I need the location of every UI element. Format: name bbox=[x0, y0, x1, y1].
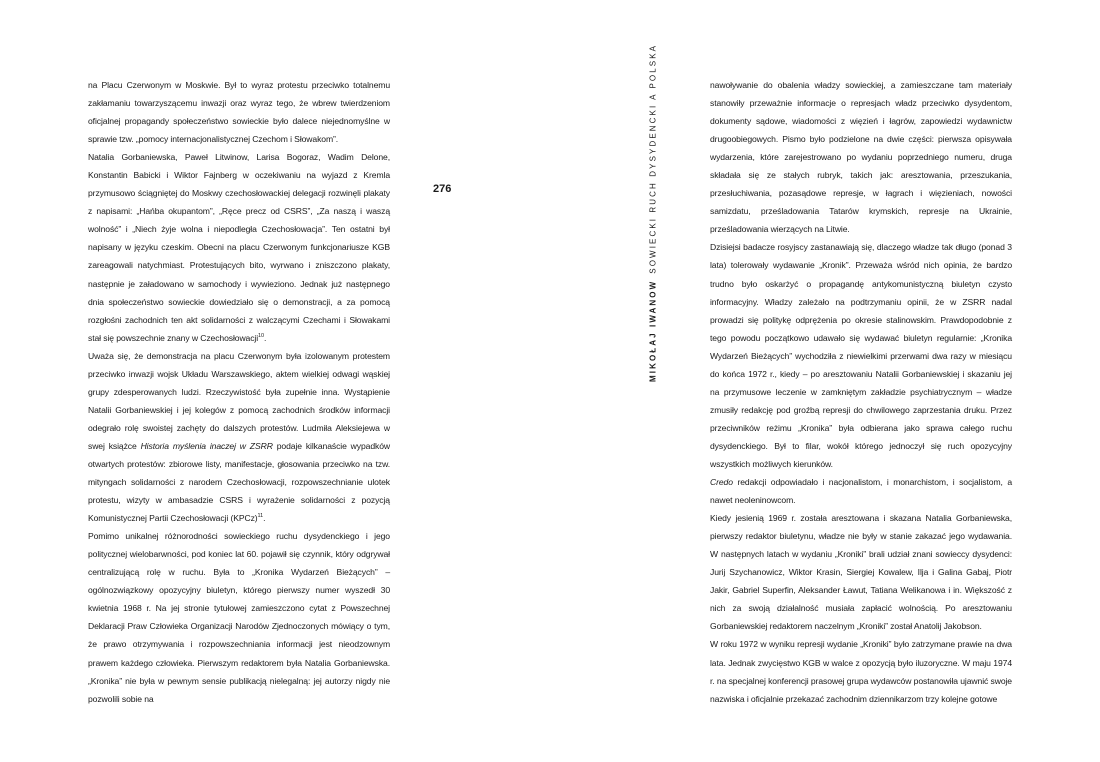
paragraph: na Placu Czerwonym w Moskwie. Był to wyraz protestu przeciwko totalnemu zakłamaniu towarzyszącemu inwazji oraz wyraz tego, że wbrew twierdzeniom oficjalnej propagandy społeczeństwo sowieckie było dalece niejednomyślne w sprawie tzw. „pomocy internacjonalistycznej Czechom i Słowakom”. bbox=[88, 80, 390, 145]
paragraph: Pomimo unikalnej różnorodności sowieckiego ruchu dysydenckiego i jego politycznej wielobarwności, pod koniec lat 60. pojawił się czynnik, który odgrywał centralizującą rolę w ruchu. Była to „Kronika Wydarzeń Bieżących” – ogólnozwiązkowy opozycyjny biuletyn, którego pierwszy numer wyszedł 30 kwietnia 1968 r. Na jej stronie tytułowej zamieszczono cytat z Powszechnej Deklaracji Praw Człowieka Organizacji Narodów Zjednoczonych mówiący o tym, że prawo otrzymywania i rozpowszechniania informacji jest nieodzownym prawem każdego człowieka. Pierwszym redaktorem była Natalia Gorbaniewska. „Kronika” nie była w pewnym sensie publikacją nielegalną: jej autorzy nigdy nie pozwolili sobie na bbox=[88, 531, 390, 704]
running-head bbox=[648, 43, 658, 382]
credo-term: Credo bbox=[710, 477, 733, 488]
book-title: Historia myślenia inaczej w ZSRR bbox=[140, 440, 273, 451]
paragraph: Uważa się, że demonstracja na placu Czerwonym była izolowanym protestem przeciwko inwazji wojsk Układu Warszawskiego, aktem wielkiej odwagi wąskiej grupy zdesperowanych ludzi. Rzeczywistość była zupełnie inna. Wystąpienie Natalii Gorbaniewskiej i jej kolegów z pomocą zachodnich środków informacji odegrało rolę swoistej zachęty do dalszych protestów. Ludmiła Aleksiejewa w swej książce Historia myślenia inaczej w ZSRR podaje kilkanaście wypadków otwartych protestów: zbiorowe listy, manifestacje, głosowania przeciwko na tzw. mityngach solidarności z narodem Czechosłowacji, rozpowszechnianie ulotek protestu, wizyty w ambasadzie CSRS i wyrażenie solidarności z pozycją Komunistycznej Partii Czechosłowacji (KPCz)$^{11}$. bbox=[88, 350, 391, 524]
paragraph: Kiedy jesienią 1969 r. została aresztowana i skazana Natalia Gorbaniewska, pierwszy redaktor biuletynu, władze nie były w stanie zakazać jego wydawania. W następnych latach w wydaniu „Kroniki” brali udział znani sowieccy dysydenci: Jurij Szychanowicz, Wiktor Krasin, Siergiej Kowalew, Ilja i Galina Gabaj, Piotr Jakir, Gabriel Superfin, Aleksander Ławut, Tatiana Welikanowa i in. Większość z nich za swoją działalność musiała zapłacić wolnością. Po aresztowaniu Gorbaniewskiej redaktorem naczelnym „Kroniki” został Anatolij Jakobson. bbox=[710, 513, 1012, 632]
running-head-author: MIKOŁAJ IWANOW bbox=[648, 279, 658, 382]
footnote-ref: 11 bbox=[257, 513, 264, 520]
page-number: 276 bbox=[433, 183, 452, 195]
paragraph: Dzisiejsi badacze rosyjscy zastanawiają się, dlaczego władze tak długo (ponad 3 lata) tolerowały wydawanie „Kronik”. Przeważa wśród nich opinia, że bardzo trudno było oskarżyć o propagandę antykomunistyczną biuletyn czysto informacyjny. Władzy zależało na podtrzymaniu opinii, że w ZSRR nadal prowadzi się politykę odprężenia po okresie stalinowskim. Prawdopodobnie z tego powodu początkowo udawało się wydawać biuletyn regularnie: „Kronika Wydarzeń Bieżących” wychodziła z niewielkimi przerwami dwa razy w miesiącu do końca 1972 r., kiedy – po aresztowaniu Natalii Gorbaniewskiej i skazaniu jej na przymusowe leczenie w zamkniętym zakładzie psychiatrycznym – władze zmusiły redakcję pod groźbą represji do chwilowego zaprzestania druku. Przez przeciwników reżimu „Kronika” była odbierana jako sprawa całego ruchu dysydenckiego. Był to filar, wokół którego jednoczył się ruch opozycyjny wszystkich możliwych kierunków. bbox=[710, 242, 1012, 469]
paragraph: Credo redakcji odpowiadało i nacjonalistom, i monarchistom, i socjalistom, a nawet neoleninowcom. bbox=[710, 477, 1012, 506]
paragraph: Natalia Gorbaniewska, Paweł Litwinow, Larisa Bogoraz, Wadim Delone, Konstantin Babicki i Wiktor Fajnberg w oczekiwaniu na wyjazd z Kremla przymusowo ściągniętej do Moskwy czechosłowackiej delegacji rozwinęli plakaty z napisami: „Hańba okupantom”, „Ręce precz od CSRS”, „Za naszą i waszą wolność” i „Niech żyje wolna i niepodległa Czechosłowacja”. Ten ostatni był napisany w języku czeskim. Obecni na placu Czerwonym funkcjonariusze KGB zareagowali natychmiast. Protestujących bito, wyrwano i zniszczono plakaty, następnie je załadowano w samochody i wywieziono. Jednak już następnego dnia społeczeństwo sowieckie dowiedziało się o demonstracji, a za pomocą rozgłośni zachodnich ten akt solidarności z walczącymi Czechami i Słowakami stał się powszechnie znany w Czechosłowacji$^{10}$. bbox=[88, 152, 390, 343]
right-page-text bbox=[710, 76, 1012, 708]
left-page-text bbox=[88, 76, 390, 708]
paragraph: nawoływanie do obalenia władzy sowieckiej, a zamieszczane tam materiały stanowiły przeważnie informacje o represjach władz przeciwko dysydentom, dokumenty sądowe, wiadomości z więzień i łagrów, zapowiedzi wydawnictw drugoobiegowych. Pismo było podzielone na dwie części: pierwsza opisywała wydarzenia, które zarejestrowano po wydaniu poprzedniego numeru, druga składała się ze stałych rubryk, takich jak: aresztowania, przeszukania, przesłuchiwania, pozasądowe represje, w łagrach i więzieniach, nowości samizdatu, prześladowania Tatarów krymskich, represje na Ukrainie, prześladowania wierzących na Litwie. bbox=[710, 80, 1012, 235]
footnote-ref: 10 bbox=[258, 332, 264, 339]
running-head-title: SOWIECKI RUCH DYSYDENCKI A POLSKA bbox=[648, 43, 658, 274]
paragraph: W roku 1972 w wyniku represji wydanie „Kroniki” było zatrzymane prawie na dwa lata. Jednak zwycięstwo KGB w walce z opozycją było iluzoryczne. W maju 1974 r. na specjalnej konferencji prasowej grupa wydawców postanowiła ujawnić swoje nazwiska i oficjalnie przekazać zachodnim dziennikarzom trzy kolejne gotowe bbox=[710, 639, 1012, 704]
